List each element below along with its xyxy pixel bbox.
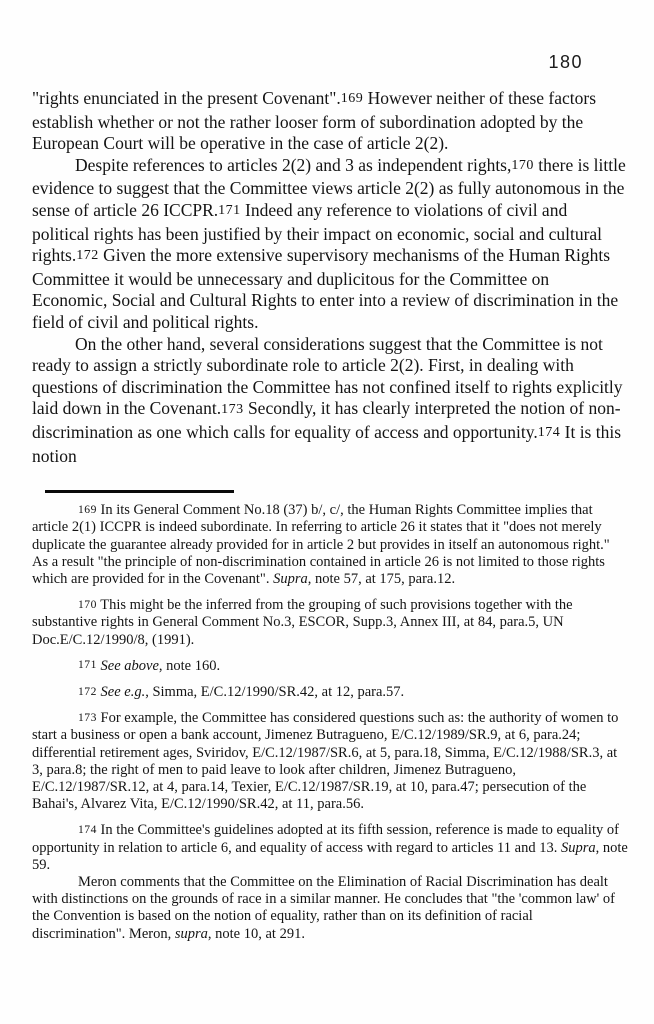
footnote-ref-number: 173 (221, 401, 244, 417)
footnote-ref-number: 172 (76, 248, 99, 264)
footnote-paragraph (32, 822, 628, 874)
footnote-paragraph (32, 597, 628, 649)
footnote-169 (32, 502, 628, 588)
text-run: , Simma, E/C.12/1990/SR.42, at 12, para.57. (145, 683, 405, 700)
footnote-separator (45, 490, 234, 493)
text-run: Given the more extensive supervisory mechanisms of the Human Rights Committee it would be unnecessary and duplicitous for the Committee on Economic, Social and Cultural Rights to enter into a review of discrimination in the field of civil and political rights. (32, 245, 619, 332)
text-run: For example, the Committee has considered questions such as: the authority of women to start a business or open a bank account, Jimenez Butragueno, E/C.12/1989/SR.9, at 6, para.24; differential retirement ages, Sviridov, E/C.12/1987/SR.6, at 5, para.18, Simma, E/C.12/1988/SR.3, at 3, para.8; the right of men to paid leave to look after children, Jimenez Butragueno, E/C.12/1987/SR.12, at 4, para.14, Texier, E/C.12/1987/SR.19, at 10, para.47; persecution of the Bahai's, Alvarez Vita, E/C.12/1990/SR.42, at 11, para.56. (32, 710, 619, 813)
text-run: In its General Comment No.18 (37) b/, c/, the Human Rights Committee implies that article 2(1) ICCPR is indeed subordinate. In referring to article 26 it states that it "does not merely duplicate the guarantee already provided for in article 2 but provides in itself an autonomous right." As a result "the principle of non-discrimination contained in article 26 is not limited to those rights which are provided for in the Covenant". (32, 502, 610, 587)
body-text (32, 88, 628, 467)
text-run: , note 160. (158, 657, 221, 674)
footnotes (32, 502, 628, 943)
text-run: , note 57, at 175, para.12. (307, 570, 456, 587)
footnote-174 (32, 822, 628, 942)
footnote-ref-number: 173 (78, 710, 97, 724)
footnote-ref-number: 169 (340, 91, 364, 107)
text-run: Secondly, it has clearly interpreted the notion of non-discrimination as one which calls for equality of access and opportunity. (32, 398, 621, 442)
footnote-ref-number: 174 (537, 425, 561, 441)
text-run: However neither of these factors establish whether or not the rather looser form of subordination adopted by the European Court will be operative in the case of article 2(2). (32, 88, 597, 154)
footnote-ref-number: 171 (78, 658, 97, 672)
footnote-ref-number: 170 (511, 158, 534, 174)
text-run: , note 10, at 291. (207, 925, 305, 942)
italic-text-run: See above (100, 657, 159, 674)
italic-text-run: supra (174, 925, 208, 942)
text-run: Meron comments that the Committee on the Elimination of Racial Discrimination has dealt with distinctions on the grounds of race in a similar manner. He concludes that "the 'common law' of the Convention is based on the notion of equality, rather than on its definition of racial discrimination". Meron, (32, 873, 615, 942)
text-run: In the Committee's guidelines adopted at its fifth session, reference is made to equality of opportunity in relation to article 6, and equality of access with regard to articles 11 and 13. (32, 822, 619, 856)
body-paragraph (32, 334, 628, 468)
footnote-paragraph (32, 658, 628, 675)
footnote-ref-number: 171 (218, 203, 241, 219)
text-run: It is this notion (32, 421, 622, 466)
text-run: Despite references to articles 2(2) and 3 as independent rights, (75, 154, 512, 175)
italic-text-run: See e.g. (100, 683, 146, 700)
text-run: This might be the inferred from the grouping of such provisions together with the substantive rights in General Comment No.3, ESCOR, Supp.3, Annex III, at 84, para.5, UN Doc.E/C.12/1990/8, (1991). (32, 597, 573, 648)
page-number: 180 (548, 52, 583, 72)
footnote-173 (32, 710, 628, 813)
text-run: Indeed any reference to violations of civil and political rights has been justified by their impact on economic, social and cultural rights. (32, 199, 603, 266)
footnote-ref-number: 169 (78, 502, 97, 516)
footnote-172 (32, 684, 628, 701)
text-run: On the other hand, several considerations suggest that the Committee is not ready to assign a strictly subordinate role to article 2(2). First, in dealing with questions of discrimination the Committee has not confined itself to rights explicitly laid down in the Covenant. (32, 333, 623, 419)
footnote-171 (32, 658, 628, 675)
body-paragraph (32, 88, 628, 155)
footnote-paragraph (32, 874, 628, 943)
italic-text-run: Supra (273, 570, 308, 587)
footnote-ref-number: 172 (78, 684, 97, 698)
footnote-170 (32, 597, 628, 649)
footnote-paragraph (32, 684, 628, 701)
text-run: "rights enunciated in the present Covenant". (32, 88, 341, 108)
footnote-ref-number: 170 (78, 597, 97, 611)
text-run: , note 59. (32, 839, 628, 873)
text-run: there is little evidence to suggest that the Committee views article 2(2) as fully autonomous in the sense of article 26 ICCPR. (32, 154, 626, 220)
body-paragraph (32, 155, 628, 334)
footnote-ref-number: 174 (78, 822, 97, 836)
italic-text-run: Supra (560, 839, 596, 856)
footnote-paragraph (32, 502, 628, 588)
footnote-paragraph (32, 710, 628, 813)
